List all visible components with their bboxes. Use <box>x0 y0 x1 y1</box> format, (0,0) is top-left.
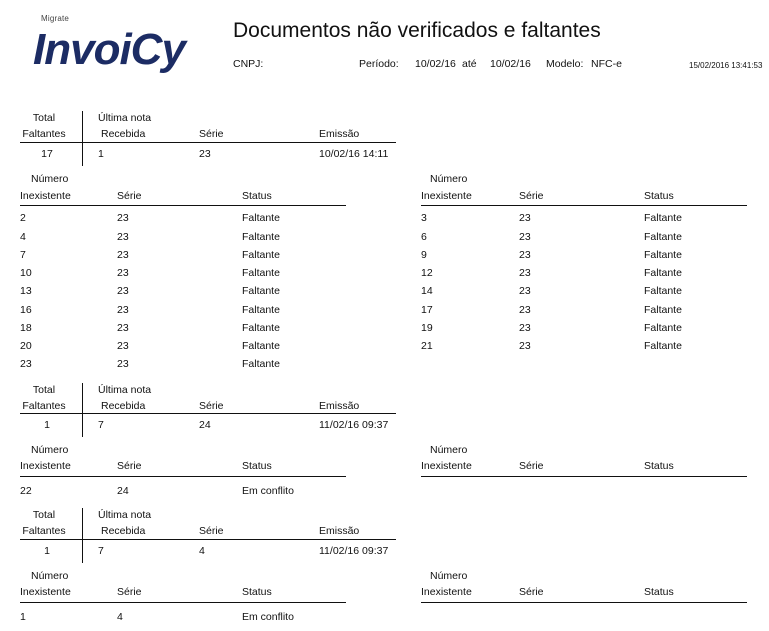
numero-header-line2: Inexistente <box>421 190 472 202</box>
numero-header-line1: Número <box>430 444 468 456</box>
ultima-value: 1 <box>98 148 104 160</box>
summary-rule <box>20 539 396 540</box>
status-header: Status <box>644 190 674 202</box>
status-cell: Em conflito <box>242 611 294 623</box>
serie-cell: 23 <box>117 231 129 243</box>
status-cell: Faltante <box>644 304 682 316</box>
summary-divider <box>82 383 83 437</box>
numero-cell: 17 <box>421 304 433 316</box>
total-header-line1: Total <box>32 509 56 521</box>
emissao-value: 11/02/16 09:37 <box>319 545 389 557</box>
periodo-label: Período: <box>359 58 399 70</box>
numero-cell: 21 <box>421 340 433 352</box>
status-header: Status <box>242 586 272 598</box>
total-value: 17 <box>41 148 53 160</box>
numero-cell: 14 <box>421 285 433 297</box>
status-header: Status <box>644 586 674 598</box>
numero-header-line2: Inexistente <box>20 586 71 598</box>
status-cell: Faltante <box>242 212 280 224</box>
serie-value: 23 <box>199 148 211 160</box>
periodo-start: 10/02/16 <box>415 58 456 70</box>
cnpj-label: CNPJ: <box>233 58 264 70</box>
modelo-value: NFC-e <box>591 58 622 70</box>
serie-cell: 23 <box>117 249 129 261</box>
ultima-header-line1: Última nota <box>98 509 152 521</box>
serie-header: Série <box>199 525 224 537</box>
serie-header: Série <box>117 460 142 472</box>
total-header-line2: Faltantes <box>22 525 66 537</box>
brand-logo: InvoiCy <box>33 25 185 74</box>
serie-cell: 23 <box>519 249 531 261</box>
serie-cell: 4 <box>117 611 123 623</box>
status-cell: Faltante <box>644 231 682 243</box>
status-cell: Faltante <box>242 249 280 261</box>
emissao-header: Emissão <box>319 400 360 412</box>
detail-rule-left <box>20 205 346 206</box>
serie-cell: 23 <box>519 340 531 352</box>
numero-cell: 23 <box>20 358 32 370</box>
serie-header: Série <box>199 400 224 412</box>
numero-cell: 13 <box>20 285 32 297</box>
numero-cell: 10 <box>20 267 32 279</box>
serie-value: 4 <box>199 545 205 557</box>
total-value: 1 <box>44 419 50 431</box>
total-header-line2: Faltantes <box>22 400 66 412</box>
periodo-end: 10/02/16 <box>490 58 531 70</box>
serie-cell: 23 <box>519 322 531 334</box>
status-cell: Faltante <box>242 322 280 334</box>
total-header-line1: Total <box>32 112 56 124</box>
serie-header: Série <box>519 586 544 598</box>
detail-rule-left <box>20 476 346 477</box>
periodo-separator: até <box>462 58 477 70</box>
detail-rule-right <box>421 476 747 477</box>
detail-rule-left <box>20 602 346 603</box>
numero-cell: 18 <box>20 322 32 334</box>
numero-cell: 1 <box>20 611 26 623</box>
serie-cell: 23 <box>117 358 129 370</box>
numero-cell: 6 <box>421 231 427 243</box>
ultima-header-line1: Última nota <box>98 112 152 124</box>
summary-divider <box>82 508 83 563</box>
serie-value: 24 <box>199 419 211 431</box>
serie-cell: 23 <box>117 267 129 279</box>
serie-cell: 23 <box>519 267 531 279</box>
numero-cell: 4 <box>20 231 26 243</box>
status-header: Status <box>644 460 674 472</box>
numero-header-line1: Número <box>430 173 468 185</box>
numero-header-line1: Número <box>31 444 69 456</box>
numero-header-line2: Inexistente <box>20 190 71 202</box>
serie-cell: 23 <box>519 212 531 224</box>
summary-divider <box>82 111 83 166</box>
serie-cell: 23 <box>117 340 129 352</box>
status-cell: Faltante <box>644 267 682 279</box>
ultima-header-line2: Recebida <box>101 400 146 412</box>
status-cell: Faltante <box>242 304 280 316</box>
numero-cell: 3 <box>421 212 427 224</box>
status-cell: Faltante <box>644 322 682 334</box>
detail-rule-right <box>421 205 747 206</box>
status-cell: Faltante <box>242 285 280 297</box>
status-cell: Faltante <box>242 340 280 352</box>
brand-small-text: Migrate <box>41 14 70 23</box>
numero-cell: 7 <box>20 249 26 261</box>
numero-cell: 2 <box>20 212 26 224</box>
total-header-line1: Total <box>32 384 56 396</box>
numero-header-line1: Número <box>430 570 468 582</box>
serie-header: Série <box>519 460 544 472</box>
ultima-value: 7 <box>98 545 104 557</box>
total-header-line2: Faltantes <box>22 128 66 140</box>
serie-cell: 23 <box>117 322 129 334</box>
total-value: 1 <box>44 545 50 557</box>
detail-rule-right <box>421 602 747 603</box>
summary-rule <box>20 413 396 414</box>
page-title: Documentos não verificados e faltantes <box>233 19 601 42</box>
emissao-value: 10/02/16 14:11 <box>319 148 389 160</box>
numero-header-line2: Inexistente <box>421 586 472 598</box>
serie-cell: 24 <box>117 485 129 497</box>
serie-header: Série <box>117 190 142 202</box>
serie-cell: 23 <box>519 285 531 297</box>
numero-cell: 22 <box>20 485 32 497</box>
numero-header-line1: Número <box>31 570 69 582</box>
status-cell: Faltante <box>644 285 682 297</box>
ultima-header-line2: Recebida <box>101 525 146 537</box>
numero-header-line2: Inexistente <box>20 460 71 472</box>
ultima-header-line1: Última nota <box>98 384 152 396</box>
status-cell: Em conflito <box>242 485 294 497</box>
summary-rule <box>20 142 396 143</box>
serie-cell: 23 <box>519 304 531 316</box>
numero-header-line1: Número <box>31 173 69 185</box>
status-cell: Faltante <box>644 212 682 224</box>
status-cell: Faltante <box>644 340 682 352</box>
serie-cell: 23 <box>519 231 531 243</box>
status-cell: Faltante <box>242 267 280 279</box>
numero-header-line2: Inexistente <box>421 460 472 472</box>
numero-cell: 9 <box>421 249 427 261</box>
status-header: Status <box>242 190 272 202</box>
emissao-header: Emissão <box>319 128 360 140</box>
serie-header: Série <box>117 586 142 598</box>
emissao-value: 11/02/16 09:37 <box>319 419 389 431</box>
status-cell: Faltante <box>242 358 280 370</box>
numero-cell: 16 <box>20 304 32 316</box>
report-timestamp: 15/02/2016 13:41:53 <box>689 61 763 70</box>
status-cell: Faltante <box>242 231 280 243</box>
numero-cell: 19 <box>421 322 433 334</box>
status-header: Status <box>242 460 272 472</box>
serie-cell: 23 <box>117 212 129 224</box>
serie-header: Série <box>519 190 544 202</box>
numero-cell: 20 <box>20 340 32 352</box>
serie-header: Série <box>199 128 224 140</box>
status-cell: Faltante <box>644 249 682 261</box>
serie-cell: 23 <box>117 285 129 297</box>
modelo-label: Modelo: <box>546 58 584 70</box>
emissao-header: Emissão <box>319 525 360 537</box>
ultima-value: 7 <box>98 419 104 431</box>
serie-cell: 23 <box>117 304 129 316</box>
numero-cell: 12 <box>421 267 433 279</box>
ultima-header-line2: Recebida <box>101 128 146 140</box>
